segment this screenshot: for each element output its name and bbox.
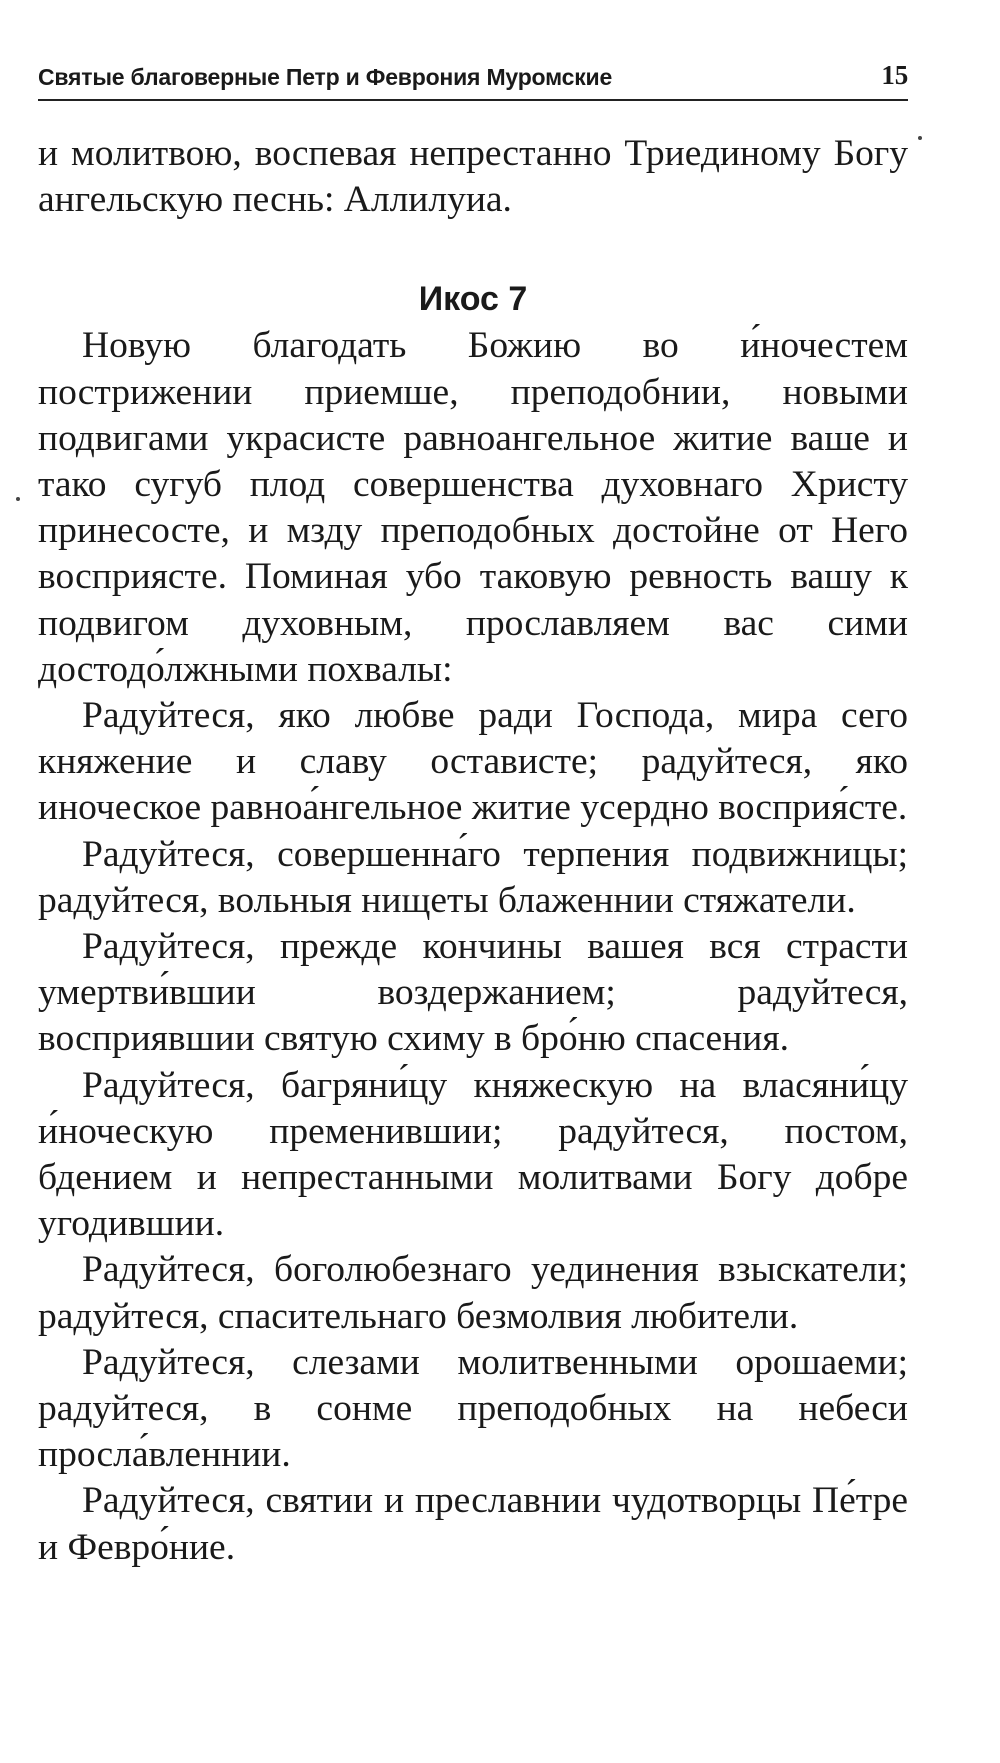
page-body bbox=[38, 131, 908, 1571]
ikos-intro-paragraph: Новую благодать Божию во и́ночестем пострижении приемше, преподобнии, новыми подвигами украсисте равноангельное житие ваше и тако сугуб плод совершенства духовнаго Христу принесосте, и мзду преподобных достойне от Него восприясте. Поминая убо таковую ревность вашу к подвигом духовным, прославляем вас сими достодо́лжными похвалы: bbox=[38, 325, 908, 690]
running-title: Святые благоверные Петр и Феврония Муромские bbox=[38, 64, 613, 90]
verse-paragraph: Радуйтеся, прежде кончины вашея вся страсти умертви́вшии воздержанием; радуйтеся, восприявшии святую схиму в бро́ню спасения. bbox=[38, 926, 908, 1060]
page-number: 15 bbox=[881, 60, 908, 90]
verse-paragraph: Радуйтеся, слезами молитвенными орошаеми; радуйтеся, в сонме преподобных на небеси просла́вленнии. bbox=[38, 1341, 908, 1476]
verse-paragraph: Радуйтеся, боголюбезнаго уединения взыскатели; радуйтеся, спасительнаго безмолвия любители. bbox=[38, 1249, 908, 1337]
verse-paragraph: Радуйтеся, багряни́цу княжескую на власяни́цу и́ноческую пременившии; радуйтеся, постом, бдением и непрестанными молитвами Богу добре угодившии. bbox=[38, 1064, 908, 1245]
verse-paragraph: Радуйтеся, яко любве ради Господа, мира сего княжение и славу остависте; радуйтеся, яко иноческое равноа́нгельное житие усердно восприя́сте. bbox=[38, 695, 908, 829]
continuation-paragraph: и молитвою, воспевая непрестанно Триединому Богу ангельскую песнь: Аллилуиа. bbox=[38, 133, 908, 221]
book-page bbox=[38, 60, 908, 1571]
section-heading: Икос 7 bbox=[418, 280, 528, 319]
verse-paragraph: Радуйтеся, совершенна́го терпения подвижницы; радуйтеся, вольныя нищеты блаженнии стяжатели. bbox=[38, 833, 908, 921]
running-header bbox=[38, 60, 908, 101]
verse-paragraph: Радуйтеся, святии и преславнии чудотворцы Пе́тре и Февро́ние. bbox=[38, 1480, 908, 1568]
scan-speck bbox=[16, 497, 20, 501]
scan-speck bbox=[918, 136, 922, 140]
